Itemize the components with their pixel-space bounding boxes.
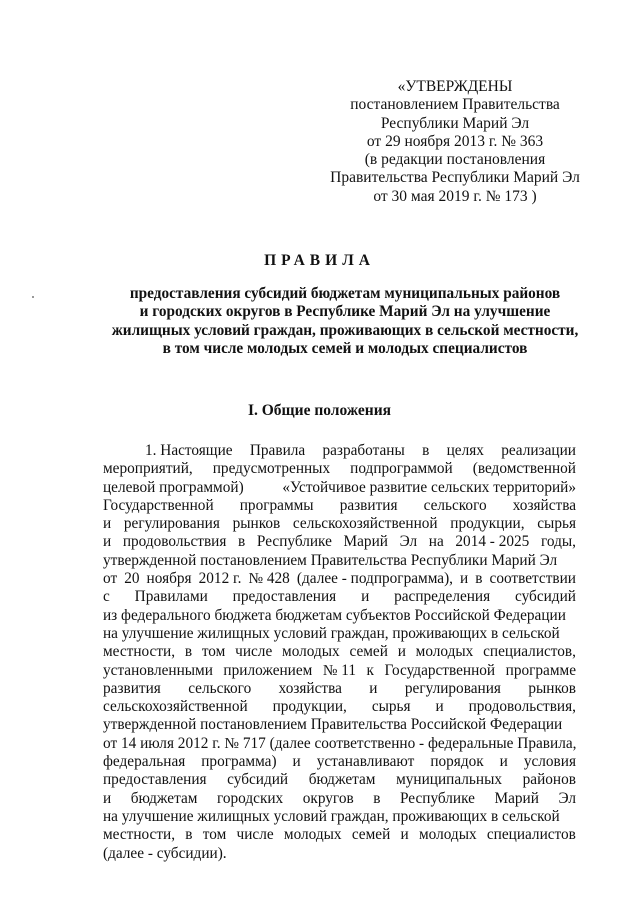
approval-line: Республики Марий Эл [380, 114, 530, 132]
section-heading: I. Общие положения [247, 402, 392, 419]
paragraph-word: предоставления [232, 588, 337, 606]
paragraph-word: из федерального бюджета бюджетам субъектов Российской Федерации [103, 606, 566, 624]
paragraph-word: регулирования [404, 679, 501, 697]
paragraph-word: хозяйства [278, 679, 342, 697]
paragraph-word: Республике [400, 789, 475, 807]
paragraph-word: муниципальных [396, 771, 502, 789]
paragraph-word: хозяйства [512, 496, 576, 514]
paragraph-word: том [202, 826, 227, 844]
paragraph-word: сельского [423, 496, 487, 514]
subtitle-line: в том числе молодых семей и молодых специалистов [162, 339, 528, 357]
approval-line: от 30 мая 2019 г. № 173 ) [373, 187, 537, 205]
paragraph-word: № 428 [248, 570, 290, 588]
paragraph-word: специалистов, [483, 643, 576, 661]
paragraph-word: в [475, 570, 483, 588]
paragraph-line [103, 570, 576, 588]
paragraph-word: сырья [537, 515, 576, 533]
paragraph-word: программа) [201, 753, 277, 771]
paragraph-word: рынков [232, 515, 281, 533]
paragraph-word: и [400, 826, 409, 844]
paragraph-word: и [369, 679, 378, 697]
paragraph-word: Государственной [103, 496, 214, 514]
paragraph-word: с [103, 588, 110, 606]
paragraph-line [103, 497, 576, 515]
subtitle-line: предоставления субсидий бюджетам муниципальных районов [129, 285, 561, 302]
paragraph-word: местности, [103, 643, 176, 661]
approval-line: от 29 ноября 2013 г. № 363 [366, 132, 544, 150]
paragraph-word: установленными [103, 661, 213, 679]
paragraph-word: 2014 - 2025 [455, 533, 530, 551]
paragraph-word: Республике [256, 533, 332, 551]
paragraph-word: порядок [430, 753, 484, 771]
paragraph-word: программы [239, 496, 314, 514]
paragraph-word: ноября [146, 570, 192, 588]
paragraph-line [103, 625, 576, 643]
paragraph-word: молодых [283, 826, 342, 844]
paragraph-word: на улучшение жилищных условий граждан, проживающих в сельской [103, 624, 560, 642]
paragraph-word: условия [523, 753, 576, 771]
paragraph-word: продовольствия [122, 533, 227, 551]
paragraph-line [103, 607, 576, 625]
paragraph-word: приложением [223, 661, 313, 679]
paragraph-word: субсидий [227, 771, 289, 789]
paragraph-line [103, 716, 576, 734]
paragraph-line [103, 753, 576, 771]
paragraph-word: мероприятий, [103, 460, 193, 478]
approval-line: (в редакции постановления [364, 151, 546, 169]
paragraph-word: от [103, 570, 118, 588]
paragraph-word: в [185, 826, 193, 844]
paragraph-word: сельского [188, 679, 252, 697]
paragraph-word: (ведомственной [472, 460, 576, 478]
paragraph-word: регулирования [123, 515, 220, 533]
paragraph-line [103, 533, 576, 551]
paragraph-word: и [499, 753, 508, 771]
paragraph-word: в [184, 643, 193, 661]
paragraph-line [103, 826, 576, 844]
paragraph-word: от 14 июля 2012 г. № 717 (далее соответственно - федеральные Правила, [103, 734, 577, 752]
paragraph-word: годы, [540, 533, 576, 551]
paragraph-word: молодых [415, 643, 474, 661]
paragraph-line [103, 662, 576, 680]
paragraph-body [103, 442, 576, 863]
paragraph-word: продовольствия, [468, 698, 576, 716]
paragraph-word: утвержденной постановлением Правительства Республики Марий Эл [103, 551, 558, 569]
paragraph-line [103, 698, 576, 716]
paragraph-word: на [428, 533, 444, 551]
paragraph-word: Правила [249, 442, 306, 459]
scan-speck [32, 296, 34, 298]
paragraph-word: Правилами [134, 588, 208, 606]
paragraph-line [103, 808, 576, 826]
paragraph-line [103, 790, 576, 808]
paragraph-word: продукции, [272, 698, 347, 716]
paragraph-word: бюджетам [308, 771, 376, 789]
paragraph-word: числе [235, 643, 273, 661]
paragraph-word: программе [505, 661, 576, 679]
paragraph-word: молодых [418, 826, 477, 844]
paragraph-word: Марий [343, 533, 388, 551]
paragraph-word: утвержденной постановлением Правительства Российской Федерации [103, 716, 563, 734]
approval-line: Правительства Республики Марий Эл [330, 169, 580, 187]
paragraph-word: и [103, 533, 112, 551]
paragraph-word: числе [236, 826, 274, 844]
paragraph-word: 1. Настоящие [145, 442, 233, 459]
paragraph-word: и [361, 588, 370, 606]
paragraph-line [103, 680, 576, 698]
paragraph-word: целевой программой) [103, 478, 244, 496]
paragraph-word: бюджетам [130, 789, 198, 807]
paragraph-word: 2012 г. [198, 570, 242, 588]
approval-line: постановлением Правительства [350, 96, 560, 114]
paragraph-word: соответствии [489, 570, 576, 588]
paragraph-word: на улучшение жилищных условий граждан, проживающих в сельской [103, 807, 560, 825]
paragraph-line [103, 588, 576, 606]
paragraph-line [103, 771, 576, 789]
paragraph-line [103, 515, 576, 533]
paragraph-word: устанавливают [316, 753, 415, 771]
paragraph-word: том [201, 643, 226, 661]
paragraph-word: № 11 [322, 661, 357, 679]
paragraph-word: (далее - субсидии). [103, 844, 227, 862]
paragraph-word: подпрограммой [350, 460, 453, 478]
paragraph-word: федеральная [103, 753, 186, 771]
paragraph-word: продукции, [450, 515, 525, 533]
paragraph-word: и [460, 570, 469, 588]
paragraph-line [103, 735, 576, 753]
paragraph-word: специалистов [486, 826, 576, 844]
paragraph-word: «Устойчивое развитие сельских территорий» [282, 478, 576, 496]
paragraph-word: округов [302, 789, 354, 807]
subtitle-line: и городских округов в Республике Марий Эл на улучшение [139, 303, 551, 321]
paragraph-word: и [397, 643, 406, 661]
paragraph-word: 20 [124, 570, 140, 588]
paragraph-word: Государственной [384, 661, 496, 679]
paragraph-word: развития [339, 496, 398, 514]
paragraph-line [103, 442, 576, 460]
subtitle-line: жилищных условий граждан, проживающих в сельской местности, [111, 321, 579, 339]
approval-line: «УТВЕРЖДЕНЫ [397, 78, 513, 95]
paragraph-word: к [366, 661, 374, 679]
paragraph-word: в [238, 533, 246, 551]
paragraph-word: сырья [371, 698, 411, 716]
paragraph-word: Марий [494, 789, 539, 807]
paragraph-word: и [103, 789, 112, 807]
paragraph-line [103, 479, 576, 497]
paragraph-word: предоставления [103, 771, 207, 789]
paragraph-word: Эл [399, 533, 418, 551]
paragraph-word: и [103, 515, 112, 533]
paragraph-line [103, 460, 576, 478]
paragraph-word: Эл [558, 789, 576, 807]
paragraph-word: семей [351, 826, 391, 844]
paragraph-word: и [292, 753, 301, 771]
paragraph-word: распределения [394, 588, 491, 606]
paragraph-word: развития [103, 679, 161, 697]
document-subtitle [100, 285, 590, 358]
paragraph-word: реализации [501, 442, 576, 459]
paragraph-word: в [422, 442, 430, 459]
document-title: ПРАВИЛА [264, 252, 375, 269]
paragraph-word: семей [349, 643, 388, 661]
paragraph-word: предусмотренных [212, 460, 331, 478]
paragraph-word: молодых [282, 643, 340, 661]
paragraph-line [103, 643, 576, 661]
paragraph-word: сельскохозяйственной [103, 698, 248, 716]
paragraph-word: рынков [528, 679, 576, 697]
paragraph-word: разработаны [322, 442, 405, 459]
paragraph-word: целях [446, 442, 484, 459]
paragraph-word: районов [522, 771, 576, 789]
paragraph-line [103, 845, 576, 863]
paragraph-word: городских [216, 789, 284, 807]
paragraph-word: и [435, 698, 444, 716]
paragraph-word: (далее - подпрограмма), [296, 570, 453, 588]
paragraph-word: в [373, 789, 381, 807]
paragraph-word: субсидий [515, 588, 576, 606]
approval-block [330, 78, 580, 206]
paragraph-word: местности, [103, 826, 176, 844]
paragraph-line [103, 552, 576, 570]
paragraph-word: сельскохозяйственной [292, 515, 438, 533]
